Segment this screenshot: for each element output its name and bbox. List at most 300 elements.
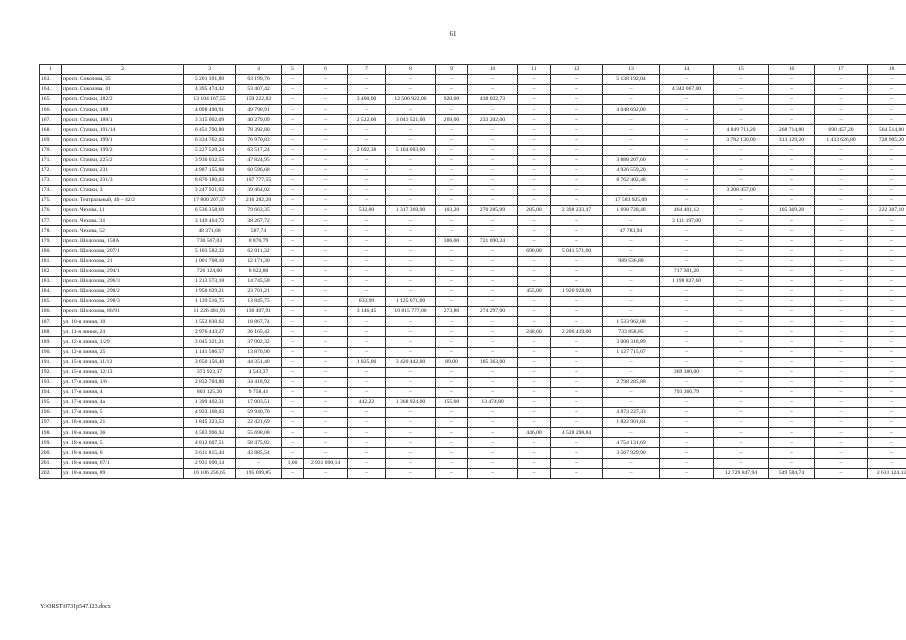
amount-cell: –: [603, 428, 660, 438]
amount-cell: –: [660, 105, 714, 115]
row-number-cell: 199.: [40, 438, 62, 448]
amount-cell: –: [282, 196, 304, 206]
amount-cell: 62 011,32: [236, 246, 282, 256]
amount-cell: 38 267,72: [236, 216, 282, 226]
amount-cell: 4 048 692,00: [603, 105, 660, 115]
address-cell: ул. 18-я линия, 6: [62, 448, 184, 458]
column-header: 14: [660, 65, 714, 75]
amount-cell: 3 045 321,21: [184, 337, 236, 347]
column-header: 2: [62, 65, 184, 75]
amount-cell: 587,74: [236, 226, 282, 236]
amount-cell: 1 125 671,00: [386, 297, 436, 307]
table-row: [40, 135, 906, 145]
amount-cell: –: [282, 297, 304, 307]
amount-cell: –: [436, 387, 468, 397]
amount-cell: –: [660, 307, 714, 317]
address-cell: просп. Шолохова, 158А: [62, 236, 184, 246]
amount-cell: –: [468, 165, 518, 175]
amount-cell: –: [714, 216, 769, 226]
amount-cell: 53 407,42: [236, 85, 282, 95]
amount-cell: –: [468, 458, 518, 468]
amount-cell: –: [468, 448, 518, 458]
amount-cell: 690 457,20: [815, 125, 868, 135]
amount-cell: –: [868, 357, 906, 367]
amount-cell: –: [815, 145, 868, 155]
amount-cell: –: [769, 216, 815, 226]
amount-cell: –: [815, 75, 868, 85]
amount-cell: 3 567 929,90: [603, 448, 660, 458]
amount-cell: –: [348, 155, 386, 165]
amount-cell: 17 583 925,09: [603, 196, 660, 206]
amount-cell: –: [282, 317, 304, 327]
amount-cell: –: [660, 125, 714, 135]
amount-cell: –: [304, 216, 348, 226]
amount-cell: –: [551, 297, 603, 307]
amount-cell: –: [551, 85, 603, 95]
amount-cell: –: [282, 75, 304, 85]
amount-cell: –: [436, 266, 468, 276]
amount-cell: 1 926 928,00: [551, 286, 603, 296]
table-row: [40, 357, 906, 367]
amount-cell: –: [436, 196, 468, 206]
amount-cell: –: [551, 387, 603, 397]
table-row: [40, 327, 906, 337]
amount-cell: 3 936 032,55: [184, 155, 236, 165]
amount-cell: –: [436, 438, 468, 448]
address-cell: просп. Стачки, 225/2: [62, 155, 184, 165]
amount-cell: –: [551, 125, 603, 135]
amount-cell: –: [603, 115, 660, 125]
amount-cell: –: [468, 246, 518, 256]
amount-cell: 8 762 402,48: [603, 175, 660, 185]
amount-cell: –: [603, 367, 660, 377]
amount-cell: 5 041 571,00: [551, 246, 603, 256]
amount-cell: –: [815, 266, 868, 276]
amount-cell: –: [603, 236, 660, 246]
amount-cell: –: [714, 458, 769, 468]
amount-cell: 532,00: [348, 206, 386, 216]
amount-cell: –: [282, 438, 304, 448]
amount-cell: –: [282, 398, 304, 408]
amount-cell: –: [603, 216, 660, 226]
amount-cell: 564 514,80: [868, 125, 906, 135]
amount-cell: –: [868, 276, 906, 286]
amount-cell: –: [660, 458, 714, 468]
amount-cell: 4 583 996,92: [184, 428, 236, 438]
amount-cell: –: [282, 226, 304, 236]
amount-cell: –: [518, 75, 551, 85]
amount-cell: –: [304, 95, 348, 105]
amount-cell: –: [282, 367, 304, 377]
amount-cell: –: [868, 428, 906, 438]
amount-cell: –: [436, 175, 468, 185]
amount-cell: –: [386, 125, 436, 135]
amount-cell: –: [714, 387, 769, 397]
amount-cell: 23 701,21: [236, 286, 282, 296]
amount-cell: –: [282, 347, 304, 357]
address-cell: ул. 17-я линия, 5: [62, 408, 184, 418]
amount-cell: –: [551, 236, 603, 246]
amount-cell: –: [551, 438, 603, 448]
amount-cell: –: [304, 105, 348, 115]
table-row: [40, 206, 906, 216]
row-number-cell: 171.: [40, 155, 62, 165]
row-number-cell: 176.: [40, 206, 62, 216]
amount-cell: –: [714, 196, 769, 206]
amount-cell: –: [518, 155, 551, 165]
amount-cell: 55 698,08: [236, 428, 282, 438]
amount-cell: –: [660, 468, 714, 478]
amount-cell: –: [348, 276, 386, 286]
amount-cell: –: [386, 236, 436, 246]
amount-cell: –: [769, 297, 815, 307]
row-number-cell: 183.: [40, 276, 62, 286]
amount-cell: –: [868, 85, 906, 95]
amount-cell: –: [660, 297, 714, 307]
amount-cell: 373 923,37: [184, 367, 236, 377]
amount-cell: –: [603, 286, 660, 296]
table-row: [40, 145, 906, 155]
amount-cell: 5 138 192,04: [603, 75, 660, 85]
amount-cell: –: [815, 155, 868, 165]
amount-cell: 216 282,28: [236, 196, 282, 206]
amount-cell: –: [815, 246, 868, 256]
address-cell: ул. 15-я линия, 11/13: [62, 357, 184, 367]
amount-cell: 285,00: [518, 206, 551, 216]
amount-cell: –: [436, 85, 468, 95]
amount-cell: 726 124,00: [184, 266, 236, 276]
amount-cell: –: [769, 458, 815, 468]
amount-cell: –: [769, 276, 815, 286]
amount-cell: –: [714, 317, 769, 327]
amount-cell: –: [468, 85, 518, 95]
amount-cell: –: [769, 246, 815, 256]
amount-cell: –: [868, 347, 906, 357]
amount-cell: –: [282, 256, 304, 266]
amount-cell: 3 315 002,09: [184, 115, 236, 125]
amount-cell: –: [304, 85, 348, 95]
row-number-cell: 187.: [40, 317, 62, 327]
amount-cell: –: [769, 105, 815, 115]
amount-cell: –: [518, 448, 551, 458]
amount-cell: –: [304, 145, 348, 155]
amount-cell: –: [660, 135, 714, 145]
amount-cell: –: [304, 175, 348, 185]
amount-cell: –: [769, 377, 815, 387]
amount-cell: –: [660, 236, 714, 246]
amount-cell: –: [603, 398, 660, 408]
amount-cell: 8 876,79: [236, 236, 282, 246]
amount-cell: –: [815, 448, 868, 458]
amount-cell: –: [468, 226, 518, 236]
amount-cell: –: [518, 387, 551, 397]
amount-cell: –: [304, 186, 348, 196]
amount-cell: –: [518, 266, 551, 276]
amount-cell: –: [603, 85, 660, 95]
amount-cell: –: [769, 398, 815, 408]
amount-cell: 89,00: [436, 357, 468, 367]
amount-cell: –: [348, 347, 386, 357]
amount-cell: 48 371,68: [184, 226, 236, 236]
row-number-cell: 173.: [40, 175, 62, 185]
amount-cell: –: [603, 458, 660, 468]
amount-cell: –: [815, 398, 868, 408]
address-cell: ул. 17-я линия, 4: [62, 387, 184, 397]
amount-cell: –: [386, 347, 436, 357]
amount-cell: –: [551, 418, 603, 428]
table-row: [40, 408, 906, 418]
amount-cell: 274 297,00: [468, 307, 518, 317]
address-cell: просп. Соколова, 35: [62, 75, 184, 85]
row-number-cell: 182.: [40, 266, 62, 276]
amount-cell: –: [518, 317, 551, 327]
amount-cell: –: [769, 226, 815, 236]
amount-cell: –: [518, 95, 551, 105]
row-number-cell: 190.: [40, 347, 62, 357]
amount-cell: –: [518, 367, 551, 377]
column-header: 18: [868, 65, 906, 75]
amount-cell: –: [304, 418, 348, 428]
table-row: [40, 256, 906, 266]
amount-cell: 18 867,74: [236, 317, 282, 327]
amount-cell: 549 584,74: [769, 468, 815, 478]
table-row: [40, 367, 906, 377]
amount-cell: –: [518, 398, 551, 408]
amount-cell: –: [386, 105, 436, 115]
row-number-cell: 185.: [40, 297, 62, 307]
table-row: [40, 85, 906, 95]
amount-cell: 12 729 847,94: [714, 468, 769, 478]
table-row: [40, 398, 906, 408]
row-number-cell: 196.: [40, 408, 62, 418]
amount-cell: –: [714, 206, 769, 216]
row-number-cell: 197.: [40, 418, 62, 428]
amount-cell: 442,22: [348, 398, 386, 408]
amount-cell: –: [660, 175, 714, 185]
amount-cell: 78 392,80: [236, 125, 282, 135]
amount-cell: 369 380,00: [660, 367, 714, 377]
amount-cell: –: [714, 347, 769, 357]
amount-cell: –: [868, 307, 906, 317]
amount-cell: –: [815, 186, 868, 196]
amount-cell: –: [282, 408, 304, 418]
row-number-cell: 189.: [40, 337, 62, 347]
address-cell: просп. Шолохова, 207/1: [62, 246, 184, 256]
amount-cell: –: [468, 347, 518, 357]
amount-cell: –: [660, 165, 714, 175]
amount-cell: 2 798 285,88: [603, 377, 660, 387]
amount-cell: –: [436, 165, 468, 175]
amount-cell: –: [769, 428, 815, 438]
amount-cell: 248,60: [518, 327, 551, 337]
amount-cell: 6 451 790,80: [184, 125, 236, 135]
row-number-cell: 184.: [40, 286, 62, 296]
amount-cell: 313 129,20: [769, 135, 815, 145]
amount-cell: –: [282, 377, 304, 387]
amount-cell: 6 334 762,03: [184, 135, 236, 145]
amount-cell: 1 825,00: [348, 357, 386, 367]
amount-cell: –: [348, 458, 386, 468]
amount-cell: –: [815, 165, 868, 175]
amount-cell: –: [815, 307, 868, 317]
amount-cell: –: [660, 357, 714, 367]
amount-cell: –: [282, 357, 304, 367]
amount-cell: 44 351,40: [236, 357, 282, 367]
data-table: [39, 64, 906, 479]
table-row: [40, 317, 906, 327]
amount-cell: –: [304, 297, 348, 307]
amount-cell: –: [468, 377, 518, 387]
table-row: [40, 297, 906, 307]
address-cell: просп. Стачки, 182/2: [62, 95, 184, 105]
amount-cell: –: [714, 297, 769, 307]
amount-cell: –: [714, 266, 769, 276]
amount-cell: –: [815, 347, 868, 357]
amount-cell: –: [769, 256, 815, 266]
amount-cell: –: [769, 85, 815, 95]
amount-cell: –: [518, 357, 551, 367]
amount-cell: 1 533 962,88: [603, 317, 660, 327]
amount-cell: 5 103 582,32: [184, 246, 236, 256]
amount-cell: 2 976 443,27: [184, 327, 236, 337]
amount-cell: 195 699,85: [236, 468, 282, 478]
amount-cell: –: [769, 327, 815, 337]
amount-cell: 3 611 815,44: [184, 448, 236, 458]
amount-cell: –: [436, 428, 468, 438]
amount-cell: –: [518, 105, 551, 115]
row-number-cell: 194.: [40, 387, 62, 397]
amount-cell: 8 822,80: [236, 266, 282, 276]
amount-cell: –: [436, 458, 468, 468]
amount-cell: –: [815, 85, 868, 95]
amount-cell: –: [348, 256, 386, 266]
address-cell: просп. Чехова, 11: [62, 206, 184, 216]
amount-cell: –: [868, 236, 906, 246]
amount-cell: –: [468, 317, 518, 327]
amount-cell: –: [551, 165, 603, 175]
row-number-cell: 195.: [40, 398, 62, 408]
row-number-cell: 191.: [40, 357, 62, 367]
amount-cell: –: [769, 75, 815, 85]
amount-cell: –: [386, 418, 436, 428]
amount-cell: –: [868, 115, 906, 125]
amount-cell: 3 247 921,02: [184, 186, 236, 196]
address-cell: ул. 12-я линия, 25: [62, 347, 184, 357]
amount-cell: 1 368 924,00: [386, 398, 436, 408]
amount-cell: –: [769, 448, 815, 458]
amount-cell: –: [815, 115, 868, 125]
amount-cell: –: [348, 286, 386, 296]
amount-cell: –: [348, 85, 386, 95]
amount-cell: 3 149 464,72: [184, 216, 236, 226]
amount-cell: 269,00: [436, 115, 468, 125]
amount-cell: 1 317 369,90: [386, 206, 436, 216]
amount-cell: –: [304, 266, 348, 276]
amount-cell: 1,00: [282, 458, 304, 468]
address-cell: ул. 10-я линия, 10: [62, 317, 184, 327]
amount-cell: –: [282, 125, 304, 135]
amount-cell: –: [551, 115, 603, 125]
amount-cell: –: [386, 458, 436, 468]
amount-cell: –: [386, 135, 436, 145]
amount-cell: 12 506 922,00: [386, 95, 436, 105]
table-row: [40, 246, 906, 256]
amount-cell: –: [386, 286, 436, 296]
row-number-cell: 174.: [40, 186, 62, 196]
amount-cell: –: [660, 145, 714, 155]
amount-cell: 1 141 586,57: [184, 347, 236, 357]
amount-cell: –: [815, 428, 868, 438]
table-row: [40, 438, 906, 448]
amount-cell: –: [348, 226, 386, 236]
amount-cell: 1 822 901,84: [603, 418, 660, 428]
column-header: 8: [386, 65, 436, 75]
amount-cell: –: [714, 408, 769, 418]
amount-cell: –: [769, 387, 815, 397]
table-row: [40, 236, 906, 246]
amount-cell: –: [714, 438, 769, 448]
amount-cell: 185 363,00: [468, 357, 518, 367]
amount-cell: 13 474,80: [468, 398, 518, 408]
amount-cell: –: [815, 408, 868, 418]
amount-cell: –: [769, 286, 815, 296]
amount-cell: –: [551, 155, 603, 165]
amount-cell: –: [282, 327, 304, 337]
amount-cell: –: [815, 216, 868, 226]
amount-cell: –: [468, 105, 518, 115]
amount-cell: –: [551, 186, 603, 196]
amount-cell: –: [518, 256, 551, 266]
amount-cell: –: [304, 125, 348, 135]
amount-cell: –: [304, 135, 348, 145]
amount-cell: –: [551, 75, 603, 85]
table-row: [40, 95, 906, 105]
amount-cell: –: [769, 115, 815, 125]
amount-cell: –: [815, 357, 868, 367]
amount-cell: –: [468, 408, 518, 418]
page-number: 61: [449, 30, 457, 38]
address-cell: просп. Шолохова, 86/91: [62, 307, 184, 317]
amount-cell: –: [304, 428, 348, 438]
amount-cell: –: [815, 105, 868, 115]
amount-cell: –: [769, 307, 815, 317]
address-cell: ул. 18-я линия, 67/1: [62, 458, 184, 468]
amount-cell: –: [436, 286, 468, 296]
amount-cell: –: [304, 226, 348, 236]
amount-cell: 3 146,45: [348, 307, 386, 317]
amount-cell: 9 758,41: [236, 387, 282, 397]
amount-cell: –: [304, 317, 348, 327]
amount-cell: –: [660, 196, 714, 206]
amount-cell: –: [769, 317, 815, 327]
amount-cell: 37 002,32: [236, 337, 282, 347]
amount-cell: 76 970,83: [236, 135, 282, 145]
amount-cell: –: [714, 448, 769, 458]
amount-cell: –: [714, 357, 769, 367]
amount-cell: –: [868, 317, 906, 327]
amount-cell: 43 885,54: [236, 448, 282, 458]
amount-cell: 793 366,79: [660, 387, 714, 397]
amount-cell: 3 782 130,00: [714, 135, 769, 145]
amount-cell: –: [468, 428, 518, 438]
amount-cell: –: [282, 246, 304, 256]
amount-cell: –: [468, 297, 518, 307]
column-header: 10: [468, 65, 518, 75]
amount-cell: –: [660, 246, 714, 256]
table-row: [40, 226, 906, 236]
amount-cell: –: [518, 408, 551, 418]
amount-cell: –: [304, 256, 348, 266]
